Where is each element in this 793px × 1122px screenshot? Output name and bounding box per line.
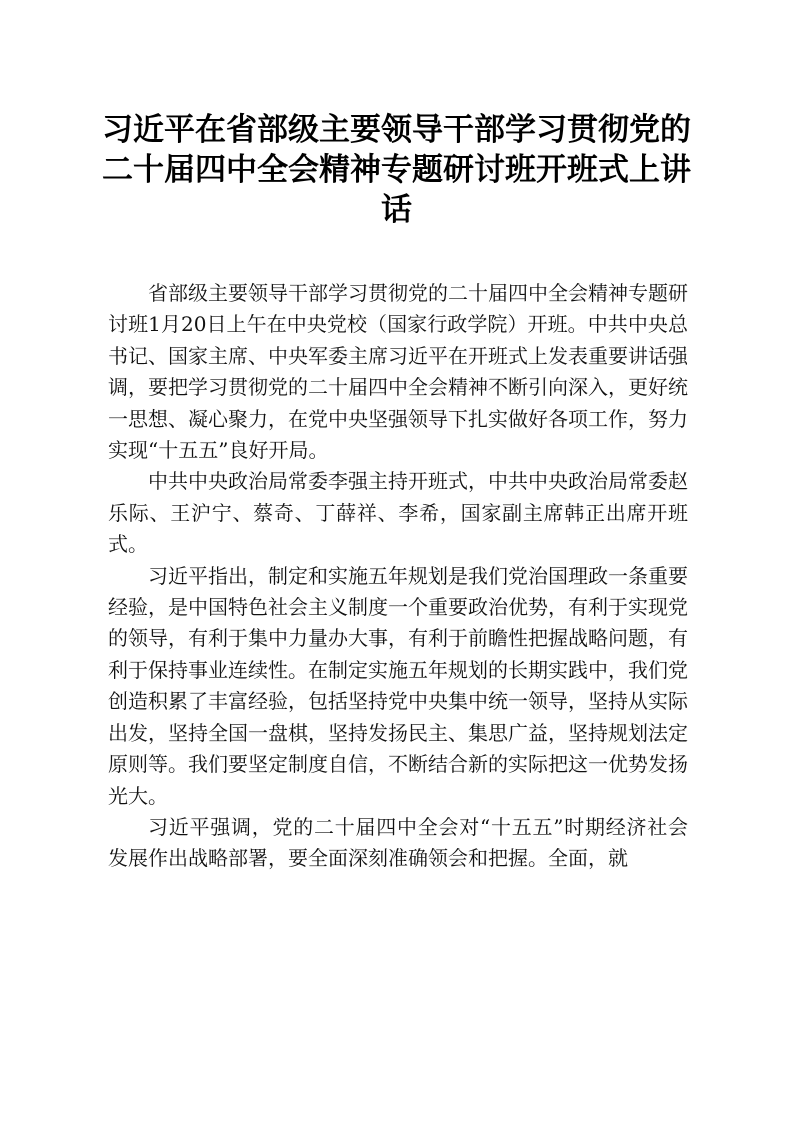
document-body: [108, 278, 688, 875]
paragraph-1: 省部级主要领导干部学习贯彻党的二十届四中全会精神专题研讨班1月20日上午在中央党校（国家行政学院）开班。中共中央总书记、国家主席、中央军委主席习近平在开班式上发表重要讲话强调，要把学习贯彻党的二十届四中全会精神不断引向深入，更好统一思想、凝心聚力，在党中央坚强领导下扎实做好各项工作，努力实现“十五五”良好开局。: [108, 281, 688, 463]
paragraph-2: 中共中央政治局常委李强主持开班式，中共中央政治局常委赵乐际、王沪宁、蔡奇、丁薛祥、李希，国家副主席韩正出席开班式。: [108, 469, 688, 557]
paragraph-4: 习近平强调，党的二十届四中全会对“十五五”时期经济社会发展作出战略部署，要全面深刻准确领会和把握。全面，就: [108, 814, 688, 871]
document-title: 习近平在省部级主要领导干部学习贯彻党的二十届四中全会精神专题研讨班开班式上讲话: [102, 112, 691, 228]
paragraph-3: 习近平指出，制定和实施五年规划是我们党治国理政一条重要经验，是中国特色社会主义制度一个重要政治优势，有利于实现党的领导，有利于集中力量办大事，有利于前瞻性把握战略问题，有利于保持事业连续性。在制定实施五年规划的长期实践中，我们党创造积累了丰富经验，包括坚持党中央集中统一领导，坚持从实际出发，坚持全国一盘棋，坚持发扬民主、集思广益，坚持规划法定原则等。我们要坚定制度自信，不断结合新的实际把这一优势发扬光大。: [108, 563, 688, 808]
